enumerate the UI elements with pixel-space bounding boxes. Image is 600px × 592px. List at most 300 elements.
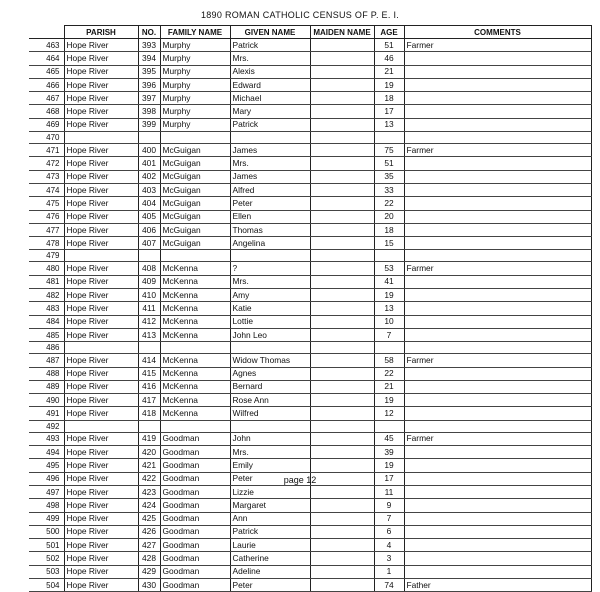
comments-cell (404, 237, 591, 250)
age-cell (374, 420, 404, 432)
age-cell: 39 (374, 446, 404, 459)
family-name-cell: Goodman (160, 578, 230, 591)
parish-cell: Hope River (64, 459, 138, 472)
parish-cell: Hope River (64, 210, 138, 223)
row-number-cell: 492 (29, 420, 64, 432)
comments-cell (404, 552, 591, 565)
comments-cell (404, 65, 591, 78)
given-name-cell: Katie (230, 302, 310, 315)
comments-cell (404, 394, 591, 407)
maiden-name-cell (310, 223, 374, 236)
no-cell: 412 (138, 315, 160, 328)
given-name-cell: Laurie (230, 539, 310, 552)
family-name-cell: McKenna (160, 315, 230, 328)
family-name-cell (160, 132, 230, 144)
maiden-name-cell (310, 407, 374, 420)
given-name-cell: Ellen (230, 210, 310, 223)
family-name-cell: McKenna (160, 407, 230, 420)
no-cell: 410 (138, 289, 160, 302)
table-row (29, 446, 591, 459)
row-number-cell: 470 (29, 132, 64, 144)
maiden-name-cell (310, 52, 374, 65)
comments-cell (404, 78, 591, 91)
row-number-cell: 488 (29, 367, 64, 380)
table-row (29, 432, 591, 445)
maiden-name-cell (310, 459, 374, 472)
family-name-cell: Murphy (160, 65, 230, 78)
given-name-cell: Amy (230, 289, 310, 302)
no-cell: 423 (138, 485, 160, 498)
given-name-cell: Adeline (230, 565, 310, 578)
table-row (29, 52, 591, 65)
maiden-name-cell (310, 342, 374, 354)
maiden-name-cell (310, 315, 374, 328)
census-body (29, 39, 591, 592)
row-number-cell: 495 (29, 459, 64, 472)
table-row (29, 552, 591, 565)
table-row (29, 183, 591, 196)
given-name-cell: Ann (230, 512, 310, 525)
table-row (29, 525, 591, 538)
row-number-cell: 499 (29, 512, 64, 525)
given-name-cell: Patrick (230, 118, 310, 131)
family-name-cell: Goodman (160, 565, 230, 578)
row-number-cell: 480 (29, 262, 64, 275)
no-cell: 416 (138, 380, 160, 393)
no-cell: 406 (138, 223, 160, 236)
table-row (29, 289, 591, 302)
table-row (29, 262, 591, 275)
comments-cell: Farmer (404, 39, 591, 52)
comments-cell: Farmer (404, 354, 591, 367)
comments-cell (404, 565, 591, 578)
given-name-cell: Angelina (230, 237, 310, 250)
age-cell: 17 (374, 472, 404, 485)
row-number-cell: 483 (29, 302, 64, 315)
age-cell: 9 (374, 499, 404, 512)
family-name-cell: McKenna (160, 289, 230, 302)
maiden-name-cell (310, 170, 374, 183)
comments-cell: Father (404, 578, 591, 591)
no-cell: 414 (138, 354, 160, 367)
age-cell: 19 (374, 289, 404, 302)
comments-cell (404, 170, 591, 183)
family-name-cell: McGuigan (160, 144, 230, 157)
no-cell: 427 (138, 539, 160, 552)
comments-cell (404, 289, 591, 302)
table-row (29, 157, 591, 170)
maiden-name-cell (310, 446, 374, 459)
parish-cell (64, 132, 138, 144)
row-number-cell: 469 (29, 118, 64, 131)
parish-cell: Hope River (64, 275, 138, 288)
row-number-cell: 472 (29, 157, 64, 170)
comments-cell (404, 459, 591, 472)
age-cell: 19 (374, 459, 404, 472)
header-family-name: FAMILY NAME (160, 26, 230, 39)
family-name-cell (160, 420, 230, 432)
parish-cell: Hope River (64, 65, 138, 78)
table-row (29, 565, 591, 578)
age-cell: 21 (374, 65, 404, 78)
age-cell: 51 (374, 157, 404, 170)
family-name-cell: Murphy (160, 118, 230, 131)
no-cell: 411 (138, 302, 160, 315)
family-name-cell: McKenna (160, 275, 230, 288)
maiden-name-cell (310, 380, 374, 393)
given-name-cell: ? (230, 262, 310, 275)
family-name-cell: Murphy (160, 78, 230, 91)
parish-cell: Hope River (64, 407, 138, 420)
no-cell: 395 (138, 65, 160, 78)
given-name-cell: Peter (230, 578, 310, 591)
age-cell: 10 (374, 315, 404, 328)
row-number-cell: 496 (29, 472, 64, 485)
row-number-cell: 477 (29, 223, 64, 236)
comments-cell (404, 223, 591, 236)
table-row (29, 144, 591, 157)
given-name-cell: Peter (230, 197, 310, 210)
given-name-cell (230, 342, 310, 354)
given-name-cell: John Leo (230, 328, 310, 341)
age-cell: 46 (374, 52, 404, 65)
maiden-name-cell (310, 132, 374, 144)
no-cell: 420 (138, 446, 160, 459)
row-number-cell: 491 (29, 407, 64, 420)
row-number-cell: 494 (29, 446, 64, 459)
given-name-cell (230, 250, 310, 262)
row-number-cell: 466 (29, 78, 64, 91)
parish-cell: Hope River (64, 144, 138, 157)
given-name-cell: Wilfred (230, 407, 310, 420)
no-cell: 425 (138, 512, 160, 525)
no-cell: 407 (138, 237, 160, 250)
parish-cell: Hope River (64, 380, 138, 393)
family-name-cell: Goodman (160, 552, 230, 565)
given-name-cell: Widow Thomas (230, 354, 310, 367)
comments-cell (404, 52, 591, 65)
maiden-name-cell (310, 578, 374, 591)
parish-cell: Hope River (64, 485, 138, 498)
table-row (29, 78, 591, 91)
comments-cell (404, 183, 591, 196)
age-cell (374, 132, 404, 144)
no-cell: 403 (138, 183, 160, 196)
family-name-cell: McKenna (160, 262, 230, 275)
maiden-name-cell (310, 183, 374, 196)
table-row (29, 275, 591, 288)
no-cell: 424 (138, 499, 160, 512)
parish-cell: Hope River (64, 446, 138, 459)
table-row (29, 342, 591, 354)
age-cell: 17 (374, 105, 404, 118)
maiden-name-cell (310, 512, 374, 525)
comments-cell (404, 302, 591, 315)
row-number-cell: 497 (29, 485, 64, 498)
maiden-name-cell (310, 565, 374, 578)
no-cell (138, 132, 160, 144)
age-cell: 74 (374, 578, 404, 591)
no-cell: 418 (138, 407, 160, 420)
parish-cell: Hope River (64, 78, 138, 91)
comments-cell (404, 157, 591, 170)
maiden-name-cell (310, 144, 374, 157)
row-number-cell: 486 (29, 342, 64, 354)
given-name-cell: Mrs. (230, 157, 310, 170)
parish-cell: Hope River (64, 367, 138, 380)
table-row (29, 197, 591, 210)
age-cell: 41 (374, 275, 404, 288)
table-row (29, 394, 591, 407)
family-name-cell: McKenna (160, 394, 230, 407)
parish-cell: Hope River (64, 539, 138, 552)
family-name-cell: McGuigan (160, 223, 230, 236)
no-cell: 400 (138, 144, 160, 157)
parish-cell: Hope River (64, 105, 138, 118)
no-cell: 393 (138, 39, 160, 52)
family-name-cell: Murphy (160, 52, 230, 65)
age-cell: 18 (374, 223, 404, 236)
age-cell: 13 (374, 118, 404, 131)
maiden-name-cell (310, 250, 374, 262)
table-row (29, 328, 591, 341)
parish-cell: Hope River (64, 578, 138, 591)
given-name-cell: Margaret (230, 499, 310, 512)
given-name-cell: James (230, 144, 310, 157)
maiden-name-cell (310, 432, 374, 445)
age-cell: 22 (374, 197, 404, 210)
given-name-cell: Mrs. (230, 446, 310, 459)
age-cell: 6 (374, 525, 404, 538)
parish-cell: Hope River (64, 472, 138, 485)
family-name-cell: McGuigan (160, 170, 230, 183)
family-name-cell: Goodman (160, 525, 230, 538)
age-cell: 7 (374, 328, 404, 341)
age-cell: 53 (374, 262, 404, 275)
family-name-cell: Murphy (160, 39, 230, 52)
given-name-cell (230, 420, 310, 432)
table-row (29, 459, 591, 472)
comments-cell: Farmer (404, 262, 591, 275)
family-name-cell: Goodman (160, 499, 230, 512)
header-row-number (29, 26, 64, 39)
family-name-cell: Goodman (160, 485, 230, 498)
parish-cell: Hope River (64, 328, 138, 341)
age-cell: 13 (374, 302, 404, 315)
given-name-cell: Peter (230, 472, 310, 485)
age-cell: 20 (374, 210, 404, 223)
comments-cell (404, 420, 591, 432)
row-number-cell: 481 (29, 275, 64, 288)
comments-cell (404, 250, 591, 262)
comments-cell (404, 197, 591, 210)
parish-cell (64, 342, 138, 354)
table-row (29, 132, 591, 144)
row-number-cell: 468 (29, 105, 64, 118)
maiden-name-cell (310, 499, 374, 512)
comments-cell (404, 118, 591, 131)
given-name-cell: Catherine (230, 552, 310, 565)
no-cell: 426 (138, 525, 160, 538)
family-name-cell: Goodman (160, 459, 230, 472)
given-name-cell: Patrick (230, 39, 310, 52)
table-row (29, 499, 591, 512)
family-name-cell: Goodman (160, 512, 230, 525)
given-name-cell (230, 132, 310, 144)
age-cell: 12 (374, 407, 404, 420)
family-name-cell: Goodman (160, 446, 230, 459)
row-number-cell: 487 (29, 354, 64, 367)
parish-cell: Hope River (64, 289, 138, 302)
row-number-cell: 501 (29, 539, 64, 552)
age-cell: 19 (374, 78, 404, 91)
age-cell (374, 250, 404, 262)
no-cell: 397 (138, 92, 160, 105)
family-name-cell: McGuigan (160, 183, 230, 196)
row-number-cell: 502 (29, 552, 64, 565)
parish-cell: Hope River (64, 432, 138, 445)
row-number-cell: 500 (29, 525, 64, 538)
maiden-name-cell (310, 539, 374, 552)
no-cell: 402 (138, 170, 160, 183)
family-name-cell: McKenna (160, 302, 230, 315)
comments-cell (404, 367, 591, 380)
comments-cell (404, 407, 591, 420)
row-number-cell: 485 (29, 328, 64, 341)
no-cell: 401 (138, 157, 160, 170)
given-name-cell: Mary (230, 105, 310, 118)
header-maiden-name: MAIDEN NAME (310, 26, 374, 39)
table-row (29, 105, 591, 118)
row-number-cell: 463 (29, 39, 64, 52)
maiden-name-cell (310, 262, 374, 275)
no-cell: 415 (138, 367, 160, 380)
given-name-cell: Patrick (230, 525, 310, 538)
maiden-name-cell (310, 39, 374, 52)
no-cell: 399 (138, 118, 160, 131)
family-name-cell: Murphy (160, 105, 230, 118)
parish-cell: Hope River (64, 315, 138, 328)
maiden-name-cell (310, 367, 374, 380)
age-cell: 19 (374, 394, 404, 407)
table-row (29, 578, 591, 591)
table-row (29, 92, 591, 105)
table-row (29, 223, 591, 236)
header-comments: COMMENTS (404, 26, 591, 39)
parish-cell: Hope River (64, 394, 138, 407)
family-name-cell: McKenna (160, 328, 230, 341)
parish-cell: Hope River (64, 197, 138, 210)
row-number-cell: 482 (29, 289, 64, 302)
given-name-cell: Lottie (230, 315, 310, 328)
given-name-cell: Bernard (230, 380, 310, 393)
comments-cell (404, 315, 591, 328)
header-age: AGE (374, 26, 404, 39)
row-number-cell: 465 (29, 65, 64, 78)
row-number-cell: 464 (29, 52, 64, 65)
no-cell: 429 (138, 565, 160, 578)
age-cell: 18 (374, 92, 404, 105)
no-cell (138, 342, 160, 354)
given-name-cell: John (230, 432, 310, 445)
parish-cell: Hope River (64, 92, 138, 105)
maiden-name-cell (310, 302, 374, 315)
parish-cell: Hope River (64, 262, 138, 275)
maiden-name-cell (310, 275, 374, 288)
given-name-cell: Michael (230, 92, 310, 105)
given-name-cell: Alfred (230, 183, 310, 196)
no-cell: 408 (138, 262, 160, 275)
comments-cell (404, 380, 591, 393)
age-cell: 51 (374, 39, 404, 52)
table-row (29, 315, 591, 328)
no-cell: 430 (138, 578, 160, 591)
header-parish: PARISH (64, 26, 138, 39)
parish-cell: Hope River (64, 512, 138, 525)
age-cell (374, 342, 404, 354)
census-table (29, 25, 592, 592)
row-number-cell: 478 (29, 237, 64, 250)
table-row (29, 210, 591, 223)
parish-cell (64, 250, 138, 262)
maiden-name-cell (310, 92, 374, 105)
no-cell: 398 (138, 105, 160, 118)
age-cell: 33 (374, 183, 404, 196)
no-cell (138, 420, 160, 432)
given-name-cell: Alexis (230, 65, 310, 78)
family-name-cell: Goodman (160, 539, 230, 552)
given-name-cell: Mrs. (230, 275, 310, 288)
comments-cell (404, 499, 591, 512)
row-number-cell: 503 (29, 565, 64, 578)
family-name-cell (160, 250, 230, 262)
maiden-name-cell (310, 394, 374, 407)
age-cell: 1 (374, 565, 404, 578)
parish-cell: Hope River (64, 170, 138, 183)
comments-cell (404, 105, 591, 118)
family-name-cell: Goodman (160, 432, 230, 445)
family-name-cell: Murphy (160, 92, 230, 105)
parish-cell: Hope River (64, 499, 138, 512)
table-row (29, 367, 591, 380)
header-given-name: GIVEN NAME (230, 26, 310, 39)
comments-cell (404, 525, 591, 538)
maiden-name-cell (310, 65, 374, 78)
page-number: page 12 (283, 475, 317, 485)
document-title: 1890 ROMAN CATHOLIC CENSUS OF P. E. I. (200, 10, 400, 20)
parish-cell: Hope River (64, 525, 138, 538)
no-cell: 396 (138, 78, 160, 91)
given-name-cell: Thomas (230, 223, 310, 236)
maiden-name-cell (310, 157, 374, 170)
table-row (29, 118, 591, 131)
age-cell: 15 (374, 237, 404, 250)
parish-cell: Hope River (64, 552, 138, 565)
parish-cell: Hope River (64, 183, 138, 196)
comments-cell (404, 539, 591, 552)
family-name-cell: McKenna (160, 380, 230, 393)
maiden-name-cell (310, 354, 374, 367)
maiden-name-cell (310, 289, 374, 302)
no-cell: 413 (138, 328, 160, 341)
table-row (29, 39, 591, 52)
no-cell: 404 (138, 197, 160, 210)
row-number-cell: 474 (29, 183, 64, 196)
no-cell: 419 (138, 432, 160, 445)
row-number-cell: 504 (29, 578, 64, 591)
row-number-cell: 471 (29, 144, 64, 157)
comments-cell (404, 328, 591, 341)
